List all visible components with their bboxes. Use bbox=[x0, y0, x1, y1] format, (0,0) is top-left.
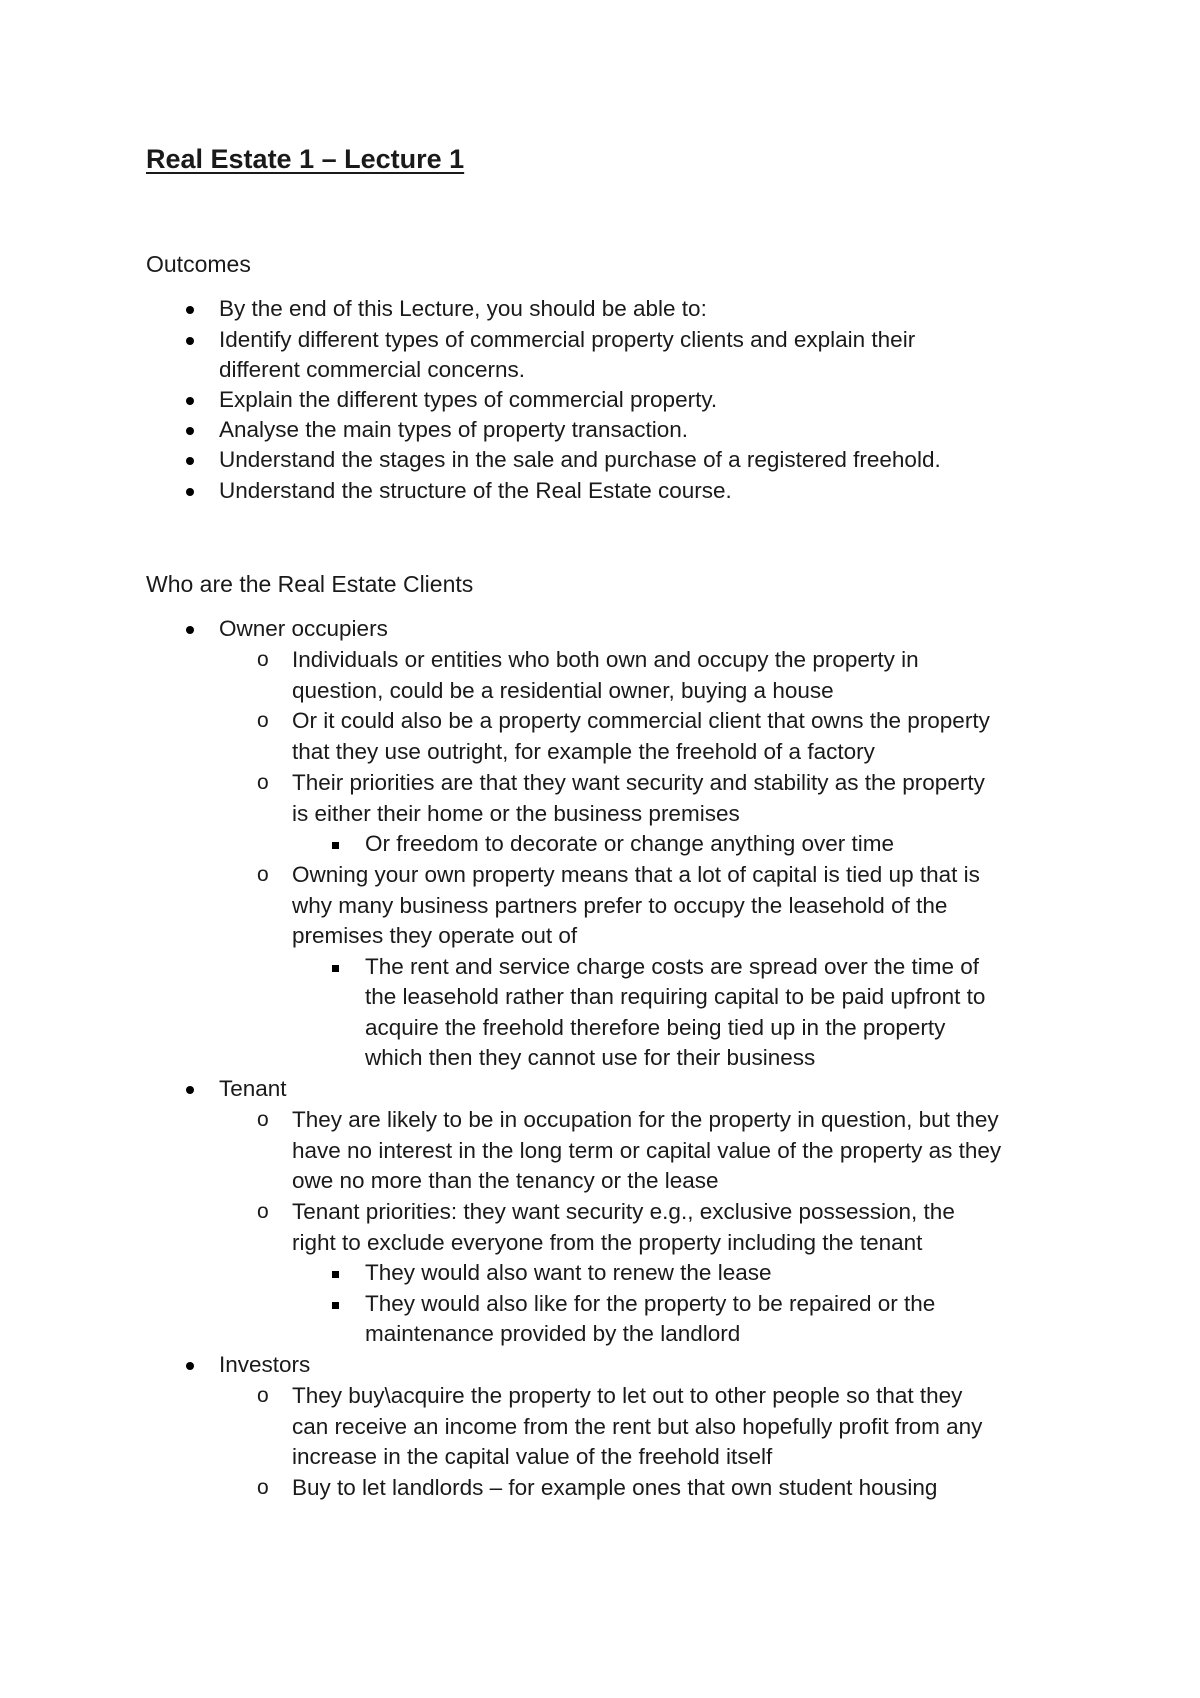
sub-sub-list-item: They would also want to renew the lease bbox=[365, 1260, 772, 1285]
sub-list-item: Tenant priorities: they want security e.g., exclusive possession, the bbox=[292, 1199, 955, 1224]
circle-bullet-icon: o bbox=[257, 1108, 269, 1131]
list-item: By the end of this Lecture, you should be able to: bbox=[219, 296, 707, 321]
bullet-icon bbox=[186, 626, 194, 634]
sub-list-item: Their priorities are that they want security and stability as the property bbox=[292, 770, 985, 795]
bullet-icon bbox=[186, 1086, 194, 1094]
sub-list-item-continuation: question, could be a residential owner, buying a house bbox=[292, 678, 834, 703]
sub-list-item-continuation: that they use outright, for example the freehold of a factory bbox=[292, 739, 875, 764]
list-item: Owner occupiers bbox=[219, 616, 388, 641]
circle-bullet-icon: o bbox=[257, 1200, 269, 1223]
sub-sub-list-item-continuation: acquire the freehold therefore being tied up in the property bbox=[365, 1015, 946, 1040]
list-item: Investors bbox=[219, 1352, 311, 1377]
sub-list-item: Or it could also be a property commercial client that owns the property bbox=[292, 708, 990, 733]
bullet-icon bbox=[186, 488, 194, 496]
circle-bullet-icon: o bbox=[257, 709, 269, 732]
square-bullet-icon bbox=[332, 1271, 339, 1278]
square-bullet-icon bbox=[332, 965, 339, 972]
sub-list-item-continuation: why many business partners prefer to occupy the leasehold of the bbox=[292, 893, 948, 918]
sub-list-item: They buy\acquire the property to let out to other people so that they bbox=[292, 1383, 963, 1408]
bullet-icon bbox=[186, 1362, 194, 1370]
list-item: Understand the stages in the sale and purchase of a registered freehold. bbox=[219, 447, 941, 472]
sub-list-item: They are likely to be in occupation for the property in question, but they bbox=[292, 1107, 999, 1132]
list-item: Tenant bbox=[219, 1076, 287, 1101]
bullet-icon bbox=[186, 457, 194, 465]
sub-list-item: Owning your own property means that a lot of capital is tied up that is bbox=[292, 862, 980, 887]
sub-sub-list-item-continuation: maintenance provided by the landlord bbox=[365, 1321, 741, 1346]
sub-list-item: Individuals or entities who both own and occupy the property in bbox=[292, 647, 919, 672]
circle-bullet-icon: o bbox=[257, 648, 269, 671]
circle-bullet-icon: o bbox=[257, 771, 269, 794]
page-title: Real Estate 1 – Lecture 1 bbox=[146, 144, 465, 174]
list-item: Understand the structure of the Real Estate course. bbox=[219, 478, 732, 503]
list-item: Identify different types of commercial property clients and explain their bbox=[219, 327, 916, 352]
sub-sub-list-item: They would also like for the property to be repaired or the bbox=[365, 1291, 936, 1316]
list-item-continuation: different commercial concerns. bbox=[219, 357, 525, 382]
circle-bullet-icon: o bbox=[257, 1476, 269, 1499]
sub-sub-list-item-continuation: which then they cannot use for their business bbox=[365, 1045, 816, 1070]
bullet-icon bbox=[186, 397, 194, 405]
square-bullet-icon bbox=[332, 842, 339, 849]
sub-list-item-continuation: have no interest in the long term or capital value of the property as they bbox=[292, 1138, 1002, 1163]
bullet-icon bbox=[186, 427, 194, 435]
circle-bullet-icon: o bbox=[257, 1384, 269, 1407]
sub-sub-list-item: The rent and service charge costs are spread over the time of bbox=[365, 954, 980, 979]
sub-list-item-continuation: right to exclude everyone from the property including the tenant bbox=[292, 1230, 923, 1255]
sub-list-item-continuation: is either their home or the business premises bbox=[292, 801, 740, 826]
sub-list-item-continuation: can receive an income from the rent but also hopefully profit from any bbox=[292, 1414, 983, 1439]
bullet-icon bbox=[186, 337, 194, 345]
sub-list-item-continuation: owe no more than the tenancy or the lease bbox=[292, 1168, 719, 1193]
list-item: Analyse the main types of property transaction. bbox=[219, 417, 688, 442]
sub-list-item-continuation: premises they operate out of bbox=[292, 923, 578, 948]
list-item: Explain the different types of commercial property. bbox=[219, 387, 718, 412]
square-bullet-icon bbox=[332, 1302, 339, 1309]
sub-list-item: Buy to let landlords – for example ones that own student housing bbox=[292, 1475, 938, 1500]
circle-bullet-icon: o bbox=[257, 863, 269, 886]
sub-sub-list-item: Or freedom to decorate or change anything over time bbox=[365, 831, 895, 856]
sub-sub-list-item-continuation: the leasehold rather than requiring capital to be paid upfront to bbox=[365, 984, 986, 1009]
clients-heading: Who are the Real Estate Clients bbox=[146, 571, 474, 597]
outcomes-heading: Outcomes bbox=[146, 251, 251, 277]
bullet-icon bbox=[186, 306, 194, 314]
sub-list-item-continuation: increase in the capital value of the freehold itself bbox=[292, 1444, 773, 1469]
